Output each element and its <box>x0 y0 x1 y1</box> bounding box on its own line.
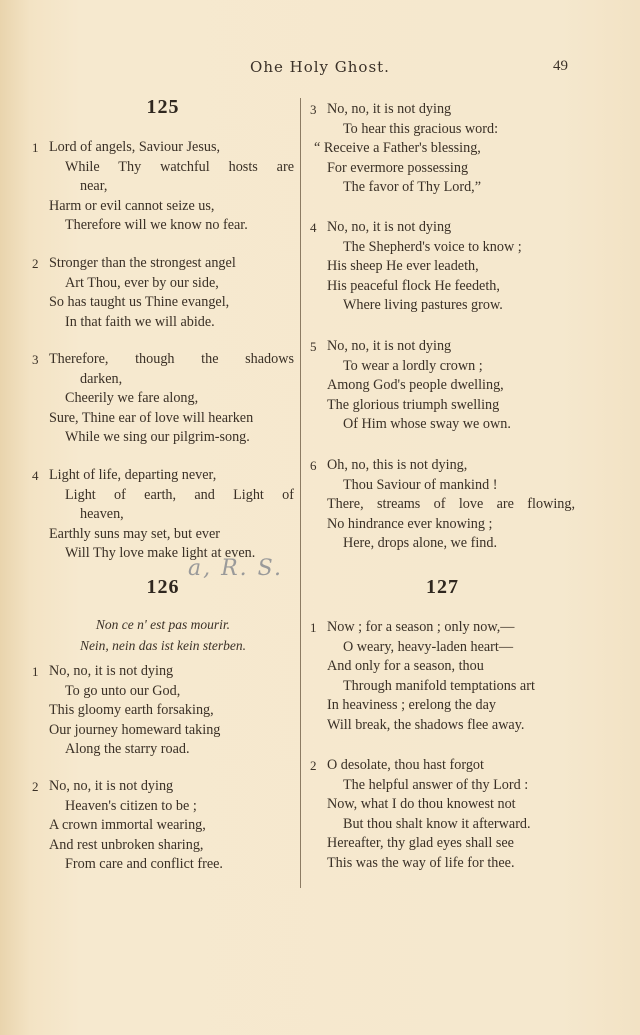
left-column <box>32 98 294 118</box>
verse-line: O weary, heavy-laden heart— <box>343 638 514 655</box>
verse-number: 4 <box>310 220 317 235</box>
verse-line: Through manifold temptations art <box>343 677 535 694</box>
verse-line: Art Thou, ever by our side, <box>65 274 219 291</box>
verse-line: Along the starry road. <box>65 741 190 758</box>
hymn-125-verse-1 <box>32 138 294 236</box>
verse-number: 2 <box>32 256 39 271</box>
column-divider <box>300 98 301 888</box>
hymn-number-125: 125 <box>146 96 180 118</box>
verse-line: This gloomy earth forsaking, <box>49 702 214 719</box>
verse-line: Now, what I do thou knowest not <box>327 796 516 813</box>
verse-line: Our journey homeward taking <box>49 721 221 738</box>
verse-line: To wear a lordly crown ; <box>343 357 483 374</box>
verse-line: near, <box>80 178 108 195</box>
hymn-127-verse-2 <box>310 756 575 874</box>
verse-line: darken, <box>80 370 123 387</box>
verse-line: Lord of angels, Saviour Jesus, <box>49 139 221 155</box>
verse-number: 2 <box>310 758 317 773</box>
verse-line: Therefore, though the shadows <box>49 351 294 367</box>
verse-line: A crown immortal wearing, <box>49 817 206 834</box>
verse-line: No, no, it is not dying <box>327 338 452 354</box>
verse-line: Among God's people dwelling, <box>327 377 504 394</box>
verse-line: Therefore will we know no fear. <box>65 217 248 234</box>
hymn-126-verse-2 <box>32 777 294 875</box>
verse-line: No hindrance ever knowing ; <box>327 515 493 532</box>
verse-line: Earthly suns may set, but ever <box>49 525 220 542</box>
hymn-126-verse-1 <box>32 662 294 760</box>
verse-number: 1 <box>32 664 39 679</box>
hymn-127-header <box>310 578 575 598</box>
hymn-number-126: 126 <box>146 576 180 598</box>
hymn-125-verse-4 <box>32 466 294 564</box>
verse-line: So has taught us Thine evangel, <box>49 294 230 311</box>
verse-line: No, no, it is not dying <box>49 778 174 794</box>
pencil-annotation: a, R. S. <box>188 556 283 581</box>
verse-line: While we sing our pilgrim-song. <box>65 429 250 446</box>
verse-line: Sure, Thine ear of love will hearken <box>49 409 254 426</box>
verse-number: 1 <box>310 620 317 635</box>
hymn-126-verse-3 <box>310 100 575 198</box>
verse-line: Light of life, departing never, <box>49 467 217 483</box>
verse-line: While Thy watchful hosts are <box>65 158 294 175</box>
verse-line: The helpful answer of thy Lord : <box>343 776 529 793</box>
verse-line: His sheep He ever leadeth, <box>327 258 479 275</box>
verse-line: Now ; for a season ; only now,— <box>327 619 515 635</box>
verse-line: Of Him whose sway we own. <box>343 416 511 433</box>
verse-number: 3 <box>310 102 317 117</box>
verse-line: Here, drops alone, we find. <box>343 535 498 552</box>
hymn-125-verse-2 <box>32 254 294 332</box>
verse-number: 3 <box>32 352 39 367</box>
verse-number: 4 <box>32 468 39 483</box>
page-number: 49 <box>553 58 568 74</box>
verse-line: In that faith we will abide. <box>65 313 215 330</box>
verse-line: And rest unbroken sharing, <box>49 836 204 853</box>
verse-line: Will break, the shadows flee away. <box>327 716 525 733</box>
hymn-126-subtitles <box>32 614 294 656</box>
verse-line: No, no, it is not dying <box>327 219 452 235</box>
verse-line: And only for a season, thou <box>327 658 484 675</box>
verse-number: 5 <box>310 339 317 354</box>
verse-line: To hear this gracious word: <box>343 120 499 137</box>
subtitle-german: Nein, nein das ist kein sterben. <box>79 638 247 653</box>
verse-number: 2 <box>32 779 39 794</box>
verse-line: Harm or evil cannot seize us, <box>49 197 215 214</box>
verse-line: This was the way of life for thee. <box>327 854 515 871</box>
hymn-126-verse-6 <box>310 456 575 554</box>
verse-line: Thou Saviour of mankind ! <box>343 476 498 493</box>
verse-line: Stronger than the strongest angel <box>49 255 236 271</box>
verse-line: The favor of Thy Lord,” <box>343 179 482 196</box>
verse-line: Where living pastures grow. <box>343 297 503 314</box>
verse-line: The glorious triumph swelling <box>327 396 500 413</box>
hymn-127-verse-1 <box>310 618 575 736</box>
verse-line: O desolate, thou hast forgot <box>327 757 484 773</box>
verse-line: Hereafter, thy glad eyes shall see <box>327 835 514 852</box>
verse-line: In heaviness ; erelong the day <box>327 697 497 714</box>
verse-number: 6 <box>310 458 317 473</box>
hymn-number-127: 127 <box>426 576 459 598</box>
verse-line: “ Receive a Father's blessing, <box>314 140 481 157</box>
verse-number: 1 <box>32 140 39 155</box>
verse-line: heaven, <box>80 506 124 523</box>
hymn-125-verse-3 <box>32 350 294 448</box>
verse-line: From care and conflict free. <box>65 856 223 873</box>
hymn-126-verse-5 <box>310 337 575 435</box>
running-title: Ohe Holy Ghost. <box>250 58 390 76</box>
verse-line: But thou shalt know it afterward. <box>343 815 531 832</box>
subtitle-french: Non ce n' est pas mourir. <box>95 617 231 632</box>
verse-line: Heaven's citizen to be ; <box>65 797 197 814</box>
hymn-126-verse-4 <box>310 218 575 316</box>
verse-line: No, no, it is not dying <box>49 663 174 679</box>
verse-line: Will Thy love make light at even. <box>65 545 256 562</box>
verse-line: Oh, no, this is not dying, <box>327 457 468 473</box>
verse-line: For evermore possessing <box>327 159 469 176</box>
verse-line: Light of earth, and Light of <box>65 486 294 503</box>
verse-line: To go unto our God, <box>65 682 181 699</box>
verse-line: The Shepherd's voice to know ; <box>343 238 522 255</box>
verse-line: No, no, it is not dying <box>327 101 452 117</box>
verse-line: There, streams of love are flowing, <box>327 496 575 513</box>
verse-line: His peaceful flock He feedeth, <box>327 277 500 294</box>
verse-line: Cheerily we fare along, <box>65 390 199 407</box>
